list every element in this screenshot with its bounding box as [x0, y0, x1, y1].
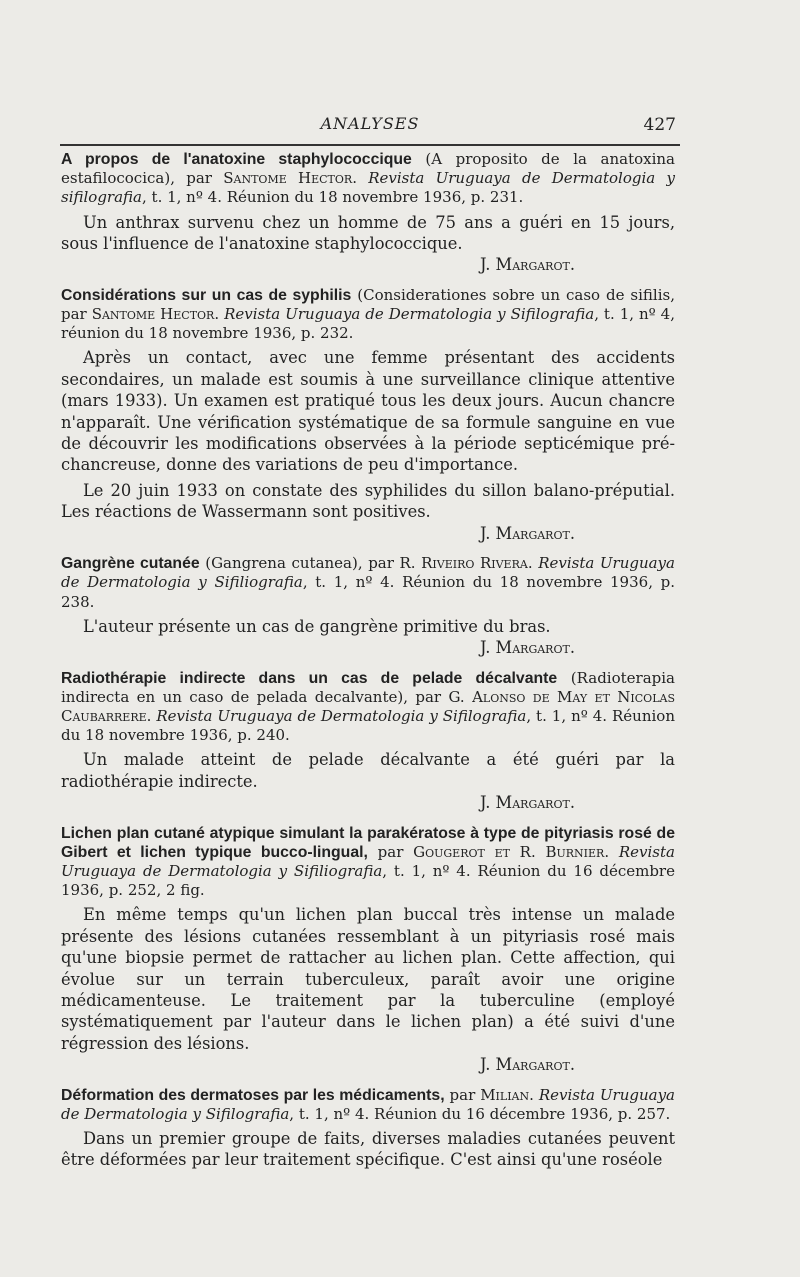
entry-paragraph: Après un contact, avec une femme présentant des accidents secondaires, un malade est soumis à une surveillance clinique attentive (mars 1933). Un examen est pratiqué tous les deux jours. Aucun chancre n'apparaît. Une vérification systématique de sa formule sanguine en vue de découvrir les modifications observées à la période septicémique pré-chancreuse, donne des variations de peu d'importance. — [61, 348, 675, 475]
entry-ref-before: (Considerationes sobre un caso de sifilis, par — [61, 285, 675, 324]
entry-reference — [61, 669, 675, 746]
entry-paragraph: Dans un premier groupe de faits, diverses maladies cutanées peuvent être déformées par leur traitement spécifique. C'est ainsi qu'une roséole — [61, 1129, 675, 1170]
entry-ref-before: (Gangrena cutanea), par R. — [199, 554, 422, 573]
running-title: ANALYSES — [320, 114, 420, 133]
entry-author: Alonso de May et Nicolas Caubarrere — [61, 687, 675, 725]
entry-author: Santome Hector — [223, 169, 353, 188]
entry-reference — [61, 150, 675, 208]
entry-author-sep: . — [146, 706, 157, 725]
entry-title: Gangrène cutanée — [61, 555, 200, 573]
entry-ref-after: , t. 1, nº 4. Réunion du 18 novembre 1936, p. 238. — [61, 573, 676, 611]
entry-author: Gougerot et R. Burnier — [413, 842, 605, 861]
entry-ref-after: , t. 1, nº 4. Réunion du 18 novembre 1936, p. 231. — [142, 188, 524, 207]
entry-ref-after: , t. 1, nº 4. Réunion du 18 novembre 1936, p. 240. — [61, 706, 675, 745]
entry-title: Considérations sur un cas de syphilis — [61, 286, 352, 304]
entry-title: Lichen plan cutané atypique simulant la parakératose à type de pityriasis rosé de Gibert et lichen typique bucco-lingual, — [61, 824, 675, 861]
entry-ref-after: , t. 1, nº 4. Réunion du 16 décembre 1936, p. 252, 2 fig. — [61, 861, 675, 900]
entry-signature: J. Margarot. — [479, 255, 575, 275]
entry-signature: J. Margarot. — [479, 638, 575, 658]
entry-reference — [61, 554, 675, 612]
entry-author-sep: . — [604, 842, 619, 861]
review-entry — [61, 669, 675, 814]
page-number: 427 — [643, 115, 676, 135]
page-header — [60, 114, 680, 144]
entry-journal: Revista Uruguaya de Dermatologia y Sifilografia — [224, 305, 595, 324]
review-entry — [61, 554, 675, 658]
entry-title: Déformation des dermatoses par les médicaments, — [61, 1086, 445, 1104]
entry-author: Santome Hector — [91, 305, 215, 324]
entry-signature: J. Margarot. — [479, 1055, 575, 1075]
entry-author-sep: . — [527, 554, 539, 573]
entry-journal: Revista Uruguaya de Dermatologia y sifilografia — [61, 169, 675, 207]
review-entry — [61, 1086, 675, 1171]
entry-ref-after: , t. 1, nº 4, réunion du 18 novembre 1936, p. 232. — [61, 305, 675, 343]
review-entry — [61, 824, 675, 1076]
entry-title: Radiothérapie indirecte dans un cas de pelade décalvante — [61, 669, 558, 687]
entry-ref-after: , t. 1, nº 4. Réunion du 16 décembre 1936, p. 257. — [289, 1104, 671, 1123]
entry-paragraph: L'auteur présente un cas de gangrène primitive du bras. — [83, 616, 551, 636]
entry-author-sep: . — [214, 305, 225, 324]
entry-journal: Revista Uruguaya de Dermatologia y Sifilografia — [61, 1085, 675, 1123]
entry-author-sep: . — [529, 1085, 539, 1104]
entry-title: A propos de l'anatoxine staphylococcique — [61, 151, 412, 168]
entry-ref-before: (Radioterapia indirecta en un caso de pelada decalvante), par G. — [61, 668, 675, 706]
entry-journal: Revista Uruguaya de Dermatologia y Sifiliografia — [61, 842, 675, 880]
entry-reference — [61, 1086, 675, 1124]
entry-journal: Revista Uruguaya de Dermatologia y Sifilografia — [156, 706, 527, 725]
entry-journal: Revista Uruguaya de Dermatologia y Sifiliografia — [61, 554, 675, 592]
header-rule — [60, 144, 680, 146]
entry-ref-before: par — [367, 842, 414, 861]
entry-author-sep: . — [352, 169, 369, 188]
entry-ref-before: par — [444, 1085, 481, 1104]
entry-ref-before: (A proposito de la anatoxina estafilococica), par — [61, 150, 675, 188]
entry-paragraph: Un anthrax survenu chez un homme de 75 ans a guéri en 15 jours, sous l'influence de l'anatoxine staphylococcique. — [61, 212, 675, 254]
review-entry — [61, 286, 675, 544]
entry-signature: J. Margarot. — [479, 793, 575, 813]
entry-author: Milian — [480, 1085, 530, 1104]
analyses-content — [61, 150, 675, 1181]
entry-signature: J. Margarot. — [479, 523, 575, 543]
entry-paragraph: Le 20 juin 1933 on constate des syphilides du sillon balano-préputial. Les réactions de Wassermann sont positives. — [61, 480, 675, 522]
entry-reference — [61, 286, 675, 344]
review-entry — [61, 150, 675, 276]
entry-paragraph: Un malade atteint de pelade décalvante a été guéri par la radiothérapie indirecte. — [61, 750, 675, 791]
entry-reference — [61, 824, 675, 901]
entry-author: Riveiro Rivera — [421, 554, 528, 573]
entry-paragraph: En même temps qu'un lichen plan buccal très intense un malade présente des lésions cutanées ressemblant à un pityriasis rosé mais qu'une biopsie permet de rattacher au lichen plan. Cette affection, qui évolue sur un terrain tuberculeux, paraît avoir une origine médicamenteuse. Le traitement par la tuberculine (employé systématiquement par l'auteur dans le lichen plan) a été suivi d'une régression des lésions. — [61, 905, 675, 1053]
